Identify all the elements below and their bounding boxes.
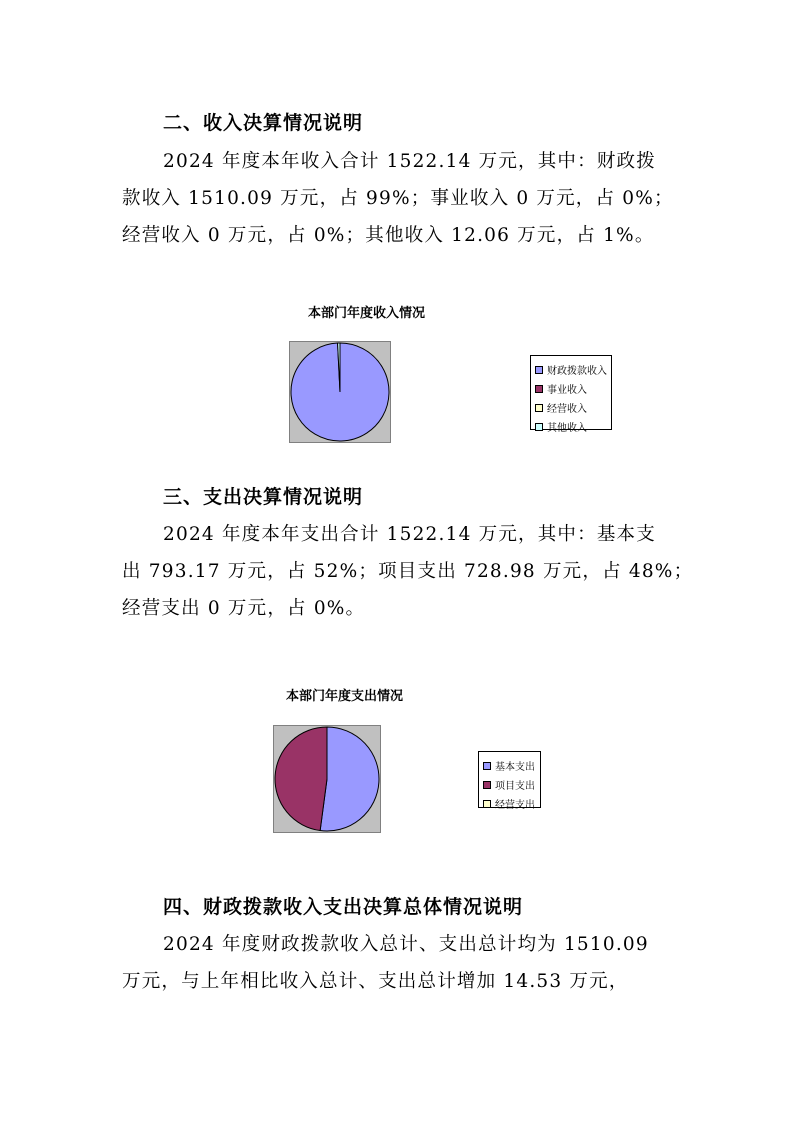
income-paragraph-line-2: 款收入 1510.09 万元，占 99%；事业收入 0 万元，占 0%； (122, 188, 674, 209)
fiscal-paragraph-line-1: 2024 年度财政拨款收入总计、支出总计均为 1510.09 (163, 934, 649, 955)
income-legend-item-1 (535, 379, 607, 398)
expense-legend-label-1: 项目支出 (495, 781, 535, 792)
expense-paragraph-line-3: 经营支出 0 万元，占 0%。 (122, 598, 366, 619)
expense-legend-item-2 (483, 794, 536, 813)
income-pie-chart (289, 341, 391, 443)
expense-legend-label-0: 基本支出 (495, 762, 535, 773)
expense-legend-item-0 (483, 756, 536, 775)
income-legend-swatch-1 (535, 385, 543, 393)
expense-section-heading: 三、支出决算情况说明 (163, 486, 364, 508)
expense-chart-title: 本部门年度支出情况 (286, 689, 404, 704)
expense-legend-swatch-0 (483, 762, 491, 770)
expense-pie-chart (273, 725, 381, 833)
expense-legend-label-2: 经营支出 (495, 800, 535, 811)
income-paragraph-line-1: 2024 年度本年收入合计 1522.14 万元，其中：财政拨 (163, 151, 656, 172)
income-legend-item-0 (535, 360, 607, 379)
expense-legend-item-1 (483, 775, 536, 794)
expense-legend-swatch-1 (483, 781, 491, 789)
income-legend-swatch-2 (535, 404, 543, 412)
expense-chart-legend (478, 751, 541, 811)
income-legend-label-2: 经营收入 (547, 404, 587, 415)
income-chart-legend (530, 355, 612, 434)
income-legend-item-2 (535, 398, 607, 417)
income-legend-swatch-3 (535, 423, 543, 431)
income-paragraph-line-3: 经营收入 0 万元，占 0%；其他收入 12.06 万元，占 1%。 (122, 225, 655, 246)
income-legend-item-3 (535, 417, 607, 436)
expense-legend-swatch-2 (483, 800, 491, 808)
fiscal-section-heading: 四、财政拨款收入支出决算总体情况说明 (163, 896, 524, 918)
income-legend-swatch-0 (535, 366, 543, 374)
income-chart-title: 本部门年度收入情况 (308, 306, 426, 321)
income-section-heading: 二、收入决算情况说明 (163, 112, 364, 134)
fiscal-paragraph-line-2: 万元，与上年相比收入总计、支出总计增加 14.53 万元， (122, 971, 629, 992)
expense-slice-0 (320, 727, 379, 831)
income-legend-label-0: 财政拨款收入 (547, 366, 607, 377)
expense-paragraph-line-1: 2024 年度本年支出合计 1522.14 万元，其中：基本支 (163, 524, 656, 545)
expense-paragraph-line-2: 出 793.17 万元，占 52%；项目支出 728.98 万元，占 48%； (122, 561, 694, 582)
income-legend-label-1: 事业收入 (547, 385, 587, 396)
income-legend-label-3: 其他收入 (547, 423, 587, 434)
expense-slice-1 (275, 727, 327, 831)
